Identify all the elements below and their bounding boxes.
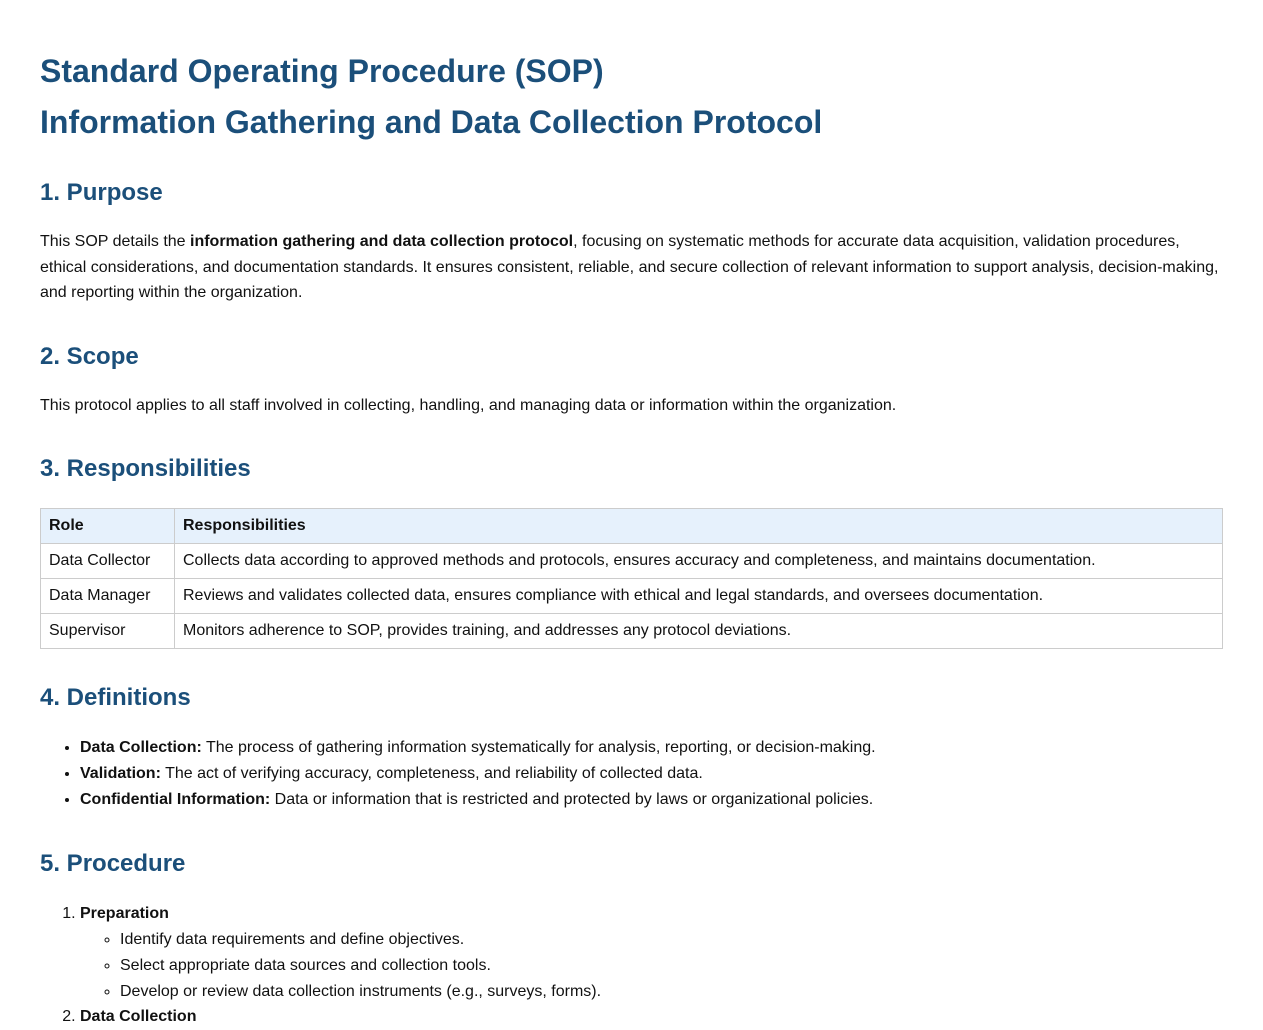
definition-term: Validation: xyxy=(80,765,161,783)
table-header-row xyxy=(41,509,1223,544)
scope-section xyxy=(40,342,1223,419)
purpose-text-bold: information gathering and data collection protocol xyxy=(190,233,574,250)
list-item xyxy=(80,735,1223,761)
title-line-2: Information Gathering and Data Collection Protocol xyxy=(40,104,823,140)
definitions-heading: 4. Definitions xyxy=(40,684,191,712)
table-row xyxy=(41,579,1223,614)
column-header-responsibilities: Responsibilities xyxy=(175,509,1223,544)
definition-text: The act of verifying accuracy, completeness, and reliability of collected data. xyxy=(160,765,703,783)
list-item: ◦ Select appropriate data sources and collection tools. xyxy=(120,953,1223,979)
purpose-text xyxy=(40,229,1223,306)
table-row xyxy=(41,614,1223,649)
responsibilities-heading: 3. Responsibilities xyxy=(40,455,251,483)
role-cell: Supervisor xyxy=(41,614,175,649)
scope-text: This protocol applies to all staff involved in collecting, handling, and managing data or information within the organization. xyxy=(40,396,897,414)
title-line-1: Standard Operating Procedure (SOP) xyxy=(40,53,604,89)
step-subitems xyxy=(80,927,1223,1004)
responsibility-cell: Reviews and validates collected data, ensures compliance with ethical and legal standards, and oversees documentation. xyxy=(175,579,1223,614)
responsibility-cell: Collects data according to approved methods and protocols, ensures accuracy and completeness, and maintains documentation. xyxy=(175,544,1223,579)
definition-term: Data Collection: xyxy=(80,739,202,757)
role-cell: Data Collector xyxy=(41,544,175,579)
step-title: Preparation xyxy=(80,905,169,923)
column-header-role: Role xyxy=(41,509,175,544)
role-cell: Data Manager xyxy=(41,579,175,614)
definitions-section xyxy=(40,683,1223,813)
definition-text: The process of gathering information systematically for analysis, reporting, or decision-making. xyxy=(201,739,876,757)
list-item xyxy=(80,787,1223,813)
list-item: ◦ Develop or review data collection instruments (e.g., surveys, forms). xyxy=(120,979,1223,1005)
scope-heading: 2. Scope xyxy=(40,342,139,370)
responsibility-cell: Monitors adherence to SOP, provides training, and addresses any protocol deviations. xyxy=(175,614,1223,649)
definitions-list xyxy=(40,735,1223,813)
list-item: ◦ Identify data requirements and define objectives. xyxy=(120,927,1223,953)
procedure-step xyxy=(80,901,1223,1004)
purpose-heading: 1. Purpose xyxy=(40,179,163,206)
procedure-section xyxy=(40,849,1223,1030)
document-title xyxy=(40,46,1223,148)
definition-text: Data or information that is restricted and protected by laws or organizational policies. xyxy=(270,791,874,809)
purpose-text-start: This SOP details the xyxy=(40,233,190,250)
procedure-step xyxy=(80,1004,1223,1030)
purpose-section xyxy=(40,178,1223,306)
responsibilities-section xyxy=(40,454,1223,649)
responsibilities-table xyxy=(40,508,1223,649)
table-row xyxy=(41,544,1223,579)
purpose-text-end: , focusing on systematic methods for accurate data acquisition, validation procedures, ethical considerations, and documentation standards. It ensures consistent, reliable, and secure collection of relevant information to support analysis, decision-making, and reporting within the organization. xyxy=(40,233,1219,302)
definition-term: Confidential Information: xyxy=(80,791,271,809)
procedure-steps xyxy=(40,901,1223,1030)
step-title: Data Collection xyxy=(80,1008,197,1026)
list-item xyxy=(80,761,1223,787)
procedure-heading: 5. Procedure xyxy=(40,850,186,878)
